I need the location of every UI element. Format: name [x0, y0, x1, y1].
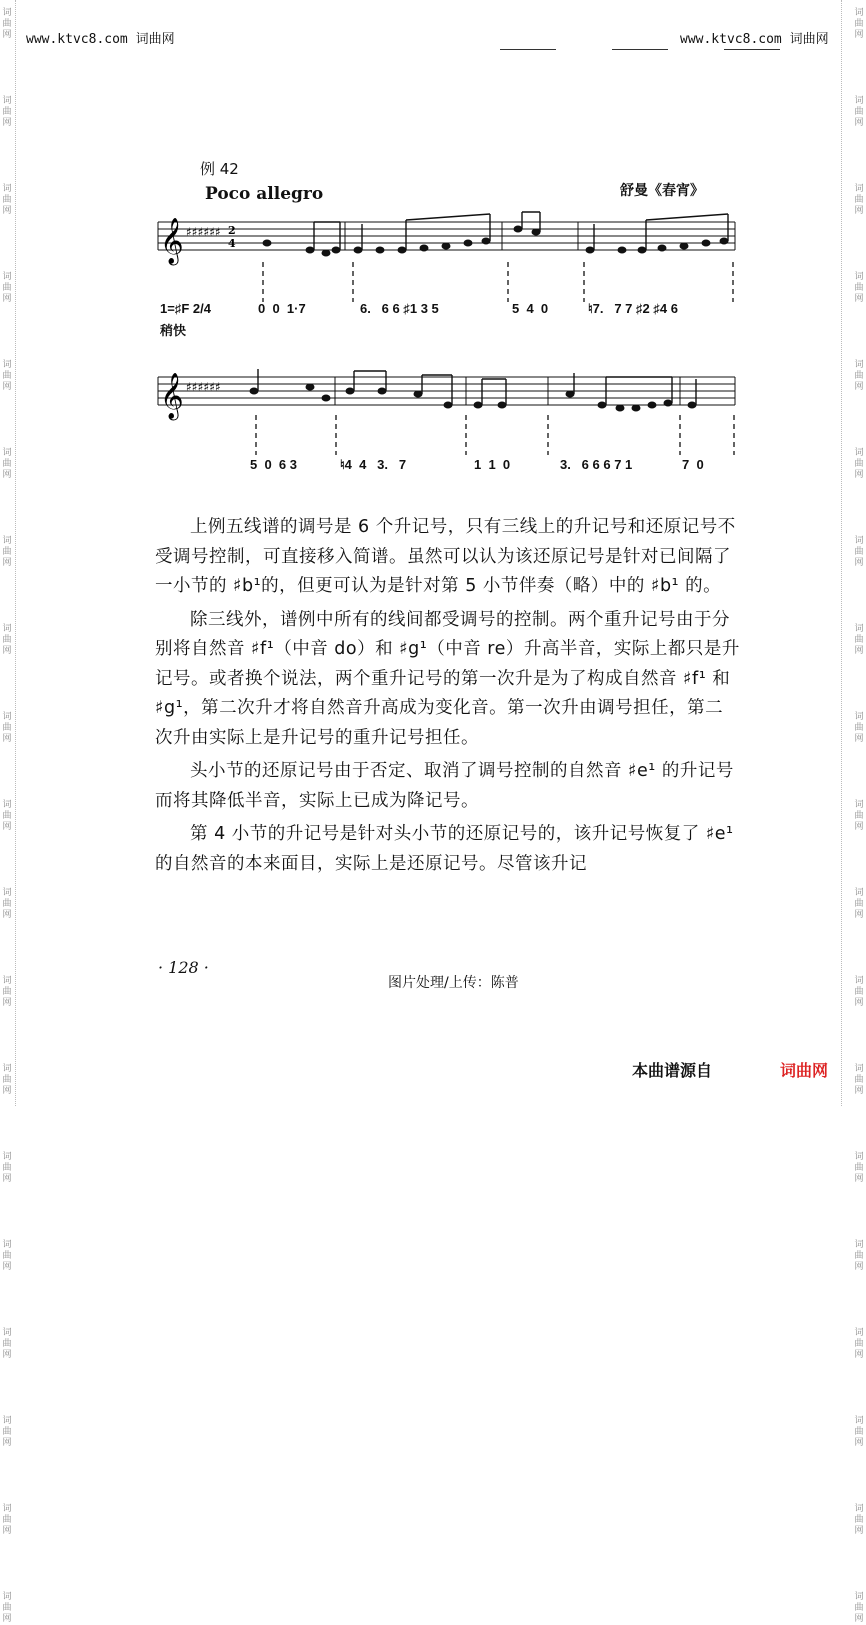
- footer-source-label: 本曲谱源自: [632, 1061, 713, 1080]
- jianpu-measure: ♮4 4 3. 7: [340, 457, 407, 472]
- right-watermark-strip: [852, 0, 866, 1624]
- watermark-group: 词 曲 网: [854, 1504, 864, 1536]
- jianpu-measure: ♮7. 7 7 ♯2 ♯4 6: [588, 301, 678, 316]
- svg-text:𝄞: 𝄞: [160, 218, 184, 264]
- watermark-group: 词 曲 网: [854, 712, 864, 744]
- paragraph: 上例五线谱的调号是 6 个升记号，只有三线上的升记号和还原记号不受调号控制，可直接移入简谱。虽然可以认为该还原记号是针对已间隔了一小节的 ♯b¹的，但更可认为是针对第 5 小节伴奏（略）中的 ♯b¹ 的。: [155, 517, 736, 596]
- right-margin-rule: [841, 0, 842, 1106]
- watermark-group: 词 曲 网: [854, 888, 864, 920]
- paragraph: 第 4 小节的升记号是针对头小节的还原记号的，该升记号恢复了 ♯e¹ 的自然音的本来面目，实际上是还原记号。尽管该升记: [155, 824, 734, 874]
- watermark-group: 词 曲 网: [2, 536, 12, 568]
- svg-text:4: 4: [228, 237, 236, 250]
- tempo-marking: Poco allegro: [205, 184, 324, 204]
- watermark-group: 词 曲 网: [854, 1592, 864, 1624]
- watermark-group: 词 曲 网: [2, 1504, 12, 1536]
- watermark-group: 词 曲 网: [2, 712, 12, 744]
- watermark-group: 词 曲 网: [2, 272, 12, 304]
- watermark-group: 词 曲 网: [2, 1064, 12, 1096]
- jianpu-measure: 0 0 1·7: [258, 301, 306, 316]
- jianpu-measure: 1 1 0: [474, 457, 511, 472]
- paragraph: 除三线外，谱例中所有的线间都受调号的控制。两个重升记号由于分别将自然音 ♯f¹（中音 do）和 ♯g¹（中音 re）升高半音，实际上都只是升记号。或者换个说法，两个重升记号的第一次升是为了构成自然音 ♯f¹ 和 ♯g¹，第二次升才将自然音升高成为变化音。第一次升由调号担任，第二次升由实际上是升记号的重升记号担任。: [155, 609, 740, 748]
- connector-lines-1: [150, 262, 740, 302]
- left-watermark-strip: [0, 0, 14, 1624]
- example-label: 例 42: [200, 160, 239, 178]
- jianpu-measure: 7 0: [682, 457, 704, 472]
- watermark-group: 词 曲 网: [2, 360, 12, 392]
- watermark-group: 词 曲 网: [854, 1328, 864, 1360]
- jianpu-measure: 5 4 0: [512, 301, 549, 316]
- watermark-group: 词 曲 网: [854, 624, 864, 656]
- jianpu-tempo-label: 稍快: [160, 323, 187, 338]
- header-left-url[interactable]: www.ktvc8.com 词曲网: [26, 32, 175, 47]
- source-title: 舒曼《春宵》: [620, 183, 704, 199]
- jianpu-measure: 6. 6 6 ♯1 3 5: [360, 301, 439, 316]
- watermark-group: 词 曲 网: [854, 1152, 864, 1184]
- watermark-group: 词 曲 网: [854, 96, 864, 128]
- jianpu-measure: 3. 6 6 6 7 1: [560, 457, 633, 472]
- header-rule: [612, 49, 668, 50]
- watermark-group: 词 曲 网: [2, 1328, 12, 1360]
- watermark-group: 词 曲 网: [2, 96, 12, 128]
- watermark-group: 词 曲 网: [2, 888, 12, 920]
- watermark-group: 词 曲 网: [2, 8, 12, 40]
- watermark-group: 词 曲 网: [854, 272, 864, 304]
- svg-text:𝄞: 𝄞: [160, 373, 184, 419]
- watermark-group: 词 曲 网: [854, 1064, 864, 1096]
- svg-text:♯♯♯♯♯♯: ♯♯♯♯♯♯: [186, 380, 221, 394]
- footer-brand-link[interactable]: 词曲网: [780, 1061, 829, 1080]
- watermark-group: 词 曲 网: [854, 800, 864, 832]
- header-rule: [724, 49, 780, 50]
- body-text: [155, 513, 740, 883]
- left-margin-rule: [15, 0, 16, 1106]
- watermark-group: 词 曲 网: [854, 976, 864, 1008]
- watermark-group: 词 曲 网: [2, 624, 12, 656]
- watermark-group: 词 曲 网: [854, 360, 864, 392]
- header-rule: [500, 49, 556, 50]
- watermark-group: 词 曲 网: [2, 1152, 12, 1184]
- watermark-group: 词 曲 网: [2, 1592, 12, 1624]
- svg-text:2: 2: [228, 224, 236, 237]
- watermark-group: 词 曲 网: [2, 184, 12, 216]
- watermark-group: 词 曲 网: [2, 448, 12, 480]
- watermark-group: 词 曲 网: [854, 448, 864, 480]
- page-number: · 128 ·: [158, 958, 209, 977]
- watermark-group: 词 曲 网: [854, 8, 864, 40]
- jianpu-measure: 5 0 6 3: [250, 457, 297, 472]
- svg-text:♯♯♯♯♯♯: ♯♯♯♯♯♯: [186, 225, 221, 239]
- watermark-group: 词 曲 网: [2, 1240, 12, 1272]
- connector-lines-2: [150, 415, 740, 455]
- jianpu-key-signature: 1=♯F 2/4: [160, 301, 211, 316]
- watermark-group: 词 曲 网: [2, 1416, 12, 1448]
- watermark-group: 词 曲 网: [854, 184, 864, 216]
- watermark-group: 词 曲 网: [854, 1416, 864, 1448]
- watermark-group: 词 曲 网: [2, 800, 12, 832]
- paragraph: 头小节的还原记号由于否定、取消了调号控制的自然音 ♯e¹ 的升记号而将其降低半音，实际上已成为降记号。: [155, 761, 734, 811]
- header-right-url[interactable]: www.ktvc8.com 词曲网: [680, 32, 829, 47]
- watermark-group: 词 曲 网: [2, 976, 12, 1008]
- watermark-group: 词 曲 网: [854, 536, 864, 568]
- watermark-group: 词 曲 网: [854, 1240, 864, 1272]
- upload-credit: 图片处理/上传：陈普: [388, 975, 519, 991]
